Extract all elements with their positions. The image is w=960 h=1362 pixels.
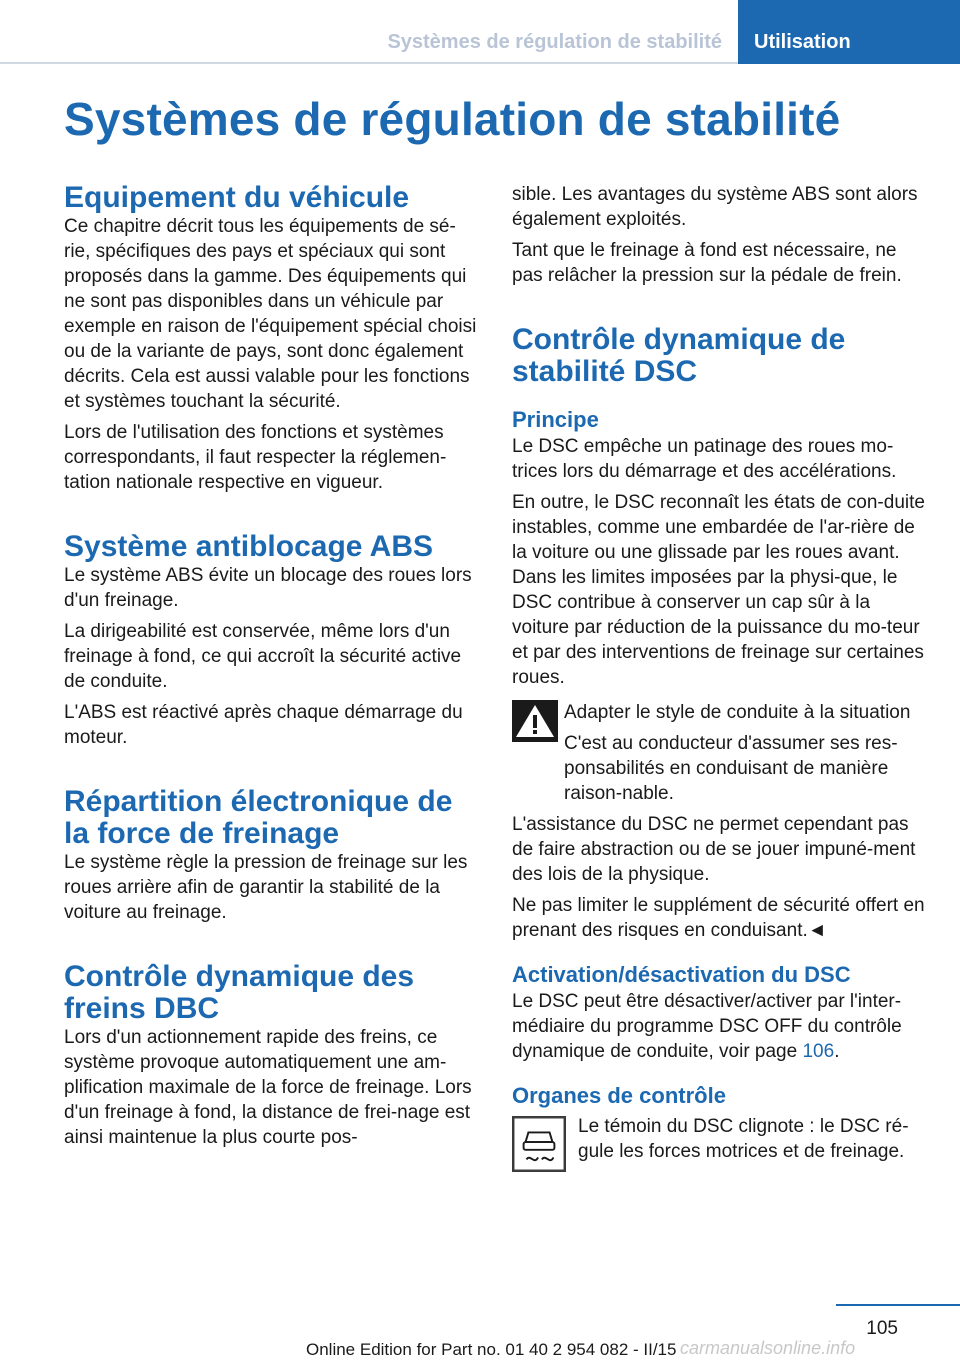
paragraph: La dirigeabilité est conservée, même lors d'un freinage à fond, ce qui accroît la sécurité active de conduite. (64, 621, 462, 692)
header-divider (0, 62, 738, 64)
header-section-title: Systèmes de régulation de stabilité (387, 31, 722, 53)
heading-principe: Principe (512, 407, 599, 432)
paragraph: Lors de l'utilisation des fonctions et systèmes correspondants, il faut respecter la réglemen-tation nationale respective en vigueur. (64, 422, 447, 493)
heading-activation: Activation/désactivation du DSC (512, 962, 851, 987)
running-header (0, 0, 960, 66)
page-number: 105 (866, 1318, 898, 1339)
paragraph: L'assistance du DSC ne permet cependant pas de faire abstraction ou de se jouer impuné-ment des lois de la physique. (512, 814, 916, 885)
heading-repartition: Répartition électronique de la force de freinage (64, 785, 453, 850)
activation-end: . (834, 1041, 840, 1062)
left-column (64, 182, 478, 1156)
dsc-indicator-block (512, 1114, 926, 1164)
paragraph: Ce chapitre décrit tous les équipements de sé-rie, spécifiques des pays et spéciaux qui sont proposés dans la gamme. Des équipements qui ne sont pas disponibles dans un véhicule par exemple en raison de l'équipement spécial choisi ou de la variante de pays, sont donc également décrits. Cela est aussi valable pour les fonctions et systèmes touchant la sécurité. (64, 216, 477, 412)
paragraph: sible. Les avantages du système ABS sont alors également exploités. (512, 184, 918, 230)
heading-dbc: Contrôle dynamique des freins DBC (64, 960, 415, 1025)
warning-title: Adapter le style de conduite à la situation (564, 702, 911, 723)
warning-block (512, 700, 926, 806)
header-chapter-tab[interactable]: Utilisation (738, 0, 960, 64)
paragraph: Lors d'un actionnement rapide des freins, ce système provoque automatiquement une am-plification maximale de la force de freinage. Lors d'un freinage à fond, la distance de frei-nage est ainsi maintenue la plus courte pos- (64, 1027, 472, 1148)
paragraph: L'ABS est réactivé après chaque démarrage du moteur. (64, 702, 463, 748)
paragraph: En outre, le DSC reconnaît les états de con-duite instables, comme une embardée de l'ar-rière de la voiture ou une glissade par les roues avant. Dans les limites imposées par la physi-que, le DSC contribue à conserver un cap sûr à la voiture par réduction de la puissance du mo-teur et par des interventions de freinage sur certaines roues. (512, 492, 925, 688)
heading-abs: Système antiblocage ABS (64, 530, 434, 563)
page-link-106[interactable]: 106 (802, 1041, 835, 1062)
edition-text: Online Edition for Part no. 01 40 2 954 082 - II/15 (306, 1340, 677, 1359)
activation-text: Le DSC peut être désactiver/activer par l'inter-médiaire du programme DSC OFF du contrôle dynamique de conduite, voir page (512, 991, 902, 1062)
watermark: carmanualsonline.info (680, 1338, 856, 1358)
paragraph: Le système ABS évite un blocage des roues lors d'un freinage. (64, 565, 472, 611)
paragraph: Le système règle la pression de freinage sur les roues arrière afin de garantir la stabilité de la voiture au freinage. (64, 852, 468, 923)
paragraph-activation (512, 989, 926, 1064)
paragraph: Ne pas limiter le supplément de sécurité offert en prenant des risques en conduisant.◄ (512, 895, 925, 941)
paragraph: Le DSC empêche un patinage des roues mo-trices lors du démarrage et des accélérations. (512, 436, 897, 482)
heading-organes: Organes de contrôle (512, 1083, 726, 1108)
page-title: Systèmes de régulation de stabilité (64, 93, 841, 145)
warning-triangle-icon (512, 700, 558, 742)
paragraph: Tant que le freinage à fond est nécessaire, ne pas relâcher la pression sur la pédale de frein. (512, 240, 902, 286)
dsc-skid-car-icon (512, 1116, 566, 1172)
heading-dsc: Contrôle dynamique de stabilité DSC (512, 323, 846, 388)
heading-equipement: Equipement du véhicule (64, 181, 410, 214)
indicator-text: Le témoin du DSC clignote : le DSC ré-gule les forces motrices et de freinage. (578, 1116, 909, 1162)
footer-divider (836, 1304, 960, 1306)
right-column (512, 182, 926, 1170)
warning-text: C'est au conducteur d'assumer ses res-ponsabilités en conduisant de manière raison-nable. (564, 733, 898, 804)
